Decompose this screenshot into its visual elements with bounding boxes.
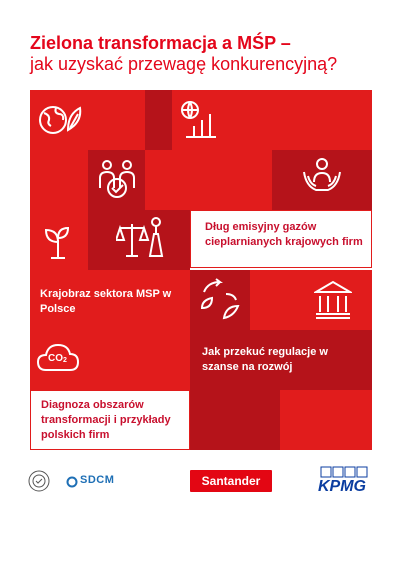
tile-label: Dług emisyjny gazów cieplarnianych krajowych firm [205, 221, 363, 248]
tile [30, 210, 88, 270]
tile [145, 150, 202, 210]
tile-grid [30, 90, 372, 450]
tile [250, 270, 290, 330]
tile-label: Diagnoza obszarów transformacji i przykłady polskich firm [41, 399, 171, 441]
page-title [30, 33, 380, 75]
tile [272, 150, 372, 210]
hands-person-icon [302, 156, 342, 198]
globe-leaf-icon [36, 100, 82, 140]
tile [88, 330, 190, 390]
sdcm-logo: SDCM [80, 474, 115, 486]
plant-bulb-icon [40, 218, 76, 260]
kpmg-logo [320, 466, 370, 494]
co2-subscript: 2 [63, 357, 67, 364]
tile [190, 390, 280, 450]
santander-logo [190, 470, 272, 492]
tile [172, 90, 230, 150]
kpmg-boxes-icon [320, 466, 370, 478]
tile-sme-landscape[interactable] [30, 270, 190, 330]
tile-emissions-debt[interactable] [190, 210, 372, 268]
tile [280, 390, 372, 450]
tile-label: Krajobraz sektora MSP w Polsce [40, 288, 172, 315]
partner-logos [0, 462, 400, 502]
title-line-1: Zielona transformacja a MŚP – [30, 33, 291, 53]
tile-label: Jak przekuć regulacje w szanse na rozwój [202, 346, 328, 373]
tile [230, 90, 372, 150]
tile [88, 150, 145, 210]
seal-logo-icon [28, 470, 50, 492]
tile [202, 150, 272, 210]
bank-building-icon [314, 280, 352, 320]
title-line-2: jak uzyskać przewagę konkurencyjną? [30, 54, 338, 74]
tile [88, 210, 190, 270]
tile-diagnosis[interactable] [30, 390, 190, 450]
scale-person-icon [116, 216, 166, 262]
tile [30, 90, 88, 150]
sdcm-mark-icon [66, 475, 78, 487]
co2-label: CO [48, 353, 63, 364]
recycle-leaf-icon [198, 278, 242, 322]
tile [190, 270, 250, 330]
santander-label: Santander [201, 474, 261, 488]
tile [30, 150, 88, 210]
tile [290, 270, 372, 330]
people-check-icon [96, 158, 138, 200]
tile [30, 330, 88, 390]
kpmg-label: KPMG [318, 478, 366, 495]
tile-regulations[interactable] [190, 330, 372, 390]
globe-chart-icon [180, 100, 220, 140]
tile [88, 90, 145, 150]
